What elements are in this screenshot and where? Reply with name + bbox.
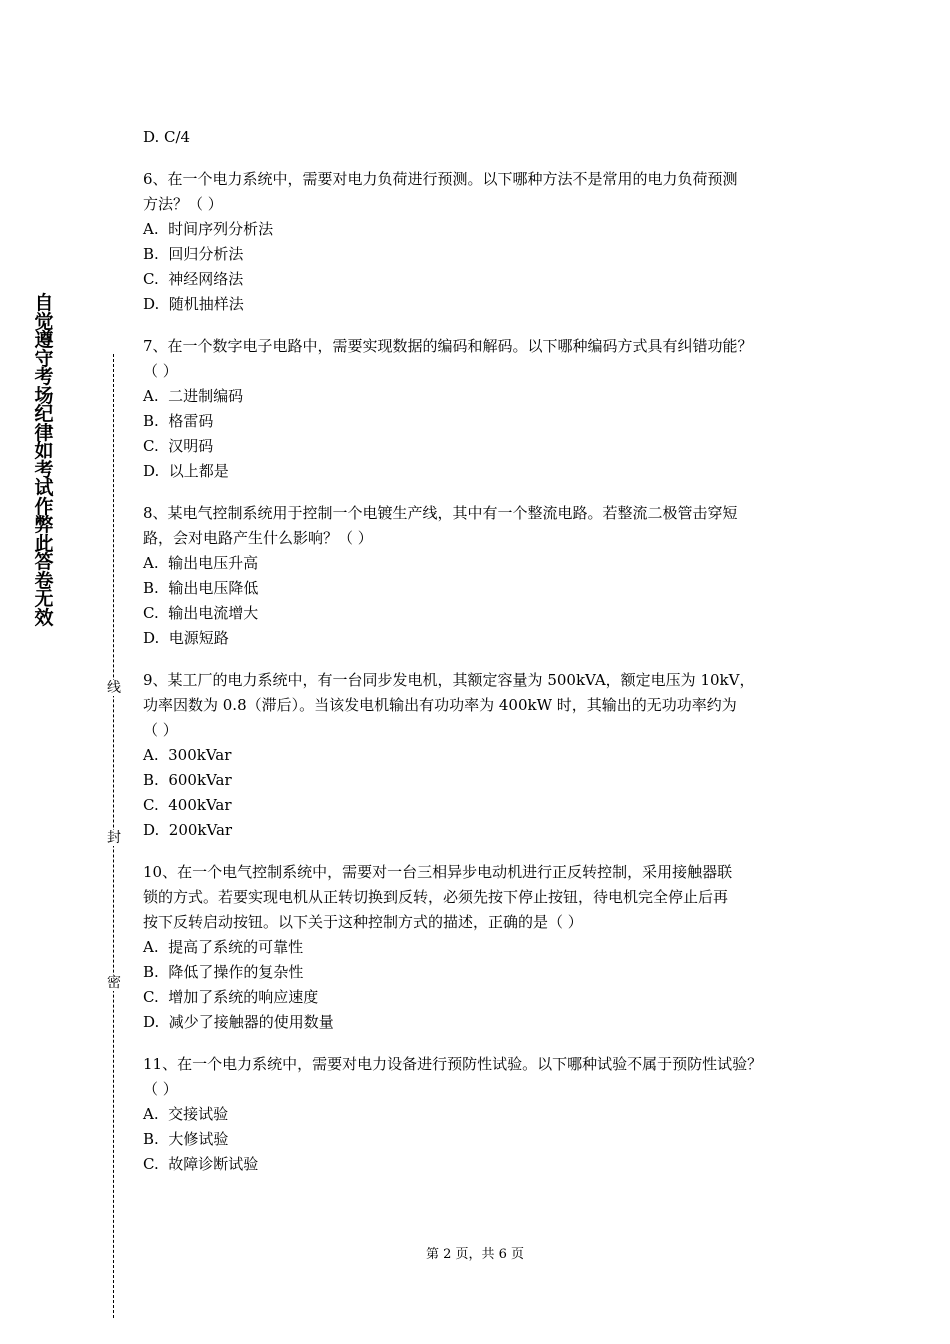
question-stem: 方法？（ ） [143,195,223,213]
question-stem: 按下反转启动按钮。以下关于这种控制方式的描述，正确的是（ ） [143,913,583,931]
question-stem: 10、在一个电气控制系统中，需要对一台三相异步电动机进行正反转控制，采用接触器联 [143,863,733,881]
question-10 [143,860,823,1035]
question-11 [143,1052,823,1177]
question-stem: 9、某工厂的电力系统中，有一台同步发电机，其额定容量为 500kVA，额定电压为 10kV， [143,671,755,689]
question-9 [143,668,823,843]
question-stem: 11、在一个电力系统中，需要对电力设备进行预防性试验。以下哪种试验不属于预防性试验？ [143,1055,763,1073]
option-a: A. 300kVar [143,746,232,764]
option-d: D. 以上都是 [143,462,229,480]
option-d: D. 200kVar [143,821,233,839]
option-d: D. 随机抽样法 [143,295,244,313]
question-7 [143,334,823,484]
option-c: C. 汉明码 [143,437,214,455]
option-b: B. 大修试验 [143,1130,229,1148]
option-c: C. 故障诊断试验 [143,1155,259,1173]
option-a: A. 交接试验 [143,1105,229,1123]
question-list [143,125,823,1177]
option-b: B. 回归分析法 [143,245,244,263]
seal-mark-line: 线 [107,680,121,696]
question-stem: （ ） [143,1080,178,1098]
option-a: A. 输出电压升高 [143,554,259,572]
question-stem: 7、在一个数字电子电路中，需要实现数据的编码和解码。以下哪种编码方式具有纠错功能？ [143,337,753,355]
option-a: A. 二进制编码 [143,387,244,405]
option-d: D. 减少了接触器的使用数量 [143,1013,334,1031]
exam-discipline-warning: 自觉遵守考场纪律如考试作弊此答卷无效 [34,292,54,629]
option-c: C. 输出电流增大 [143,604,259,622]
question-stem: （ ） [143,721,178,739]
option-c: C. 神经网络法 [143,270,244,288]
question-8 [143,501,823,651]
option-a: A. 提高了系统的可靠性 [143,938,304,956]
question-stem: 路，会对电路产生什么影响？（ ） [143,529,373,547]
question-6 [143,167,823,317]
option-b: B. 格雷码 [143,412,214,430]
option-c: C. 增加了系统的响应速度 [143,988,319,1006]
option-b: B. 600kVar [143,771,232,789]
question-stem: 8、某电气控制系统用于控制一个电镀生产线，其中有一个整流电路。若整流二极管击穿短 [143,504,738,522]
question-stem: 6、在一个电力系统中，需要对电力负荷进行预测。以下哪种方法不是常用的电力负荷预测 [143,170,738,188]
option-c: C. 400kVar [143,796,232,814]
option-b: B. 输出电压降低 [143,579,259,597]
option-b: B. 降低了操作的复杂性 [143,963,304,981]
page-number-footer: 第 2 页，共 6 页 [425,1247,525,1262]
option-d: D. 电源短路 [143,629,229,647]
seal-mark-seal: 封 [107,830,121,846]
previous-question-option-d: D. C/4 [143,128,191,146]
question-stem: （ ） [143,362,178,380]
question-stem: 功率因数为 0.8（滞后）。当该发电机输出有功功率为 400kW 时，其输出的无功功率约为 [143,696,737,714]
option-a: A. 时间序列分析法 [143,220,274,238]
question-stem: 锁的方式。若要实现电机从正转切换到反转，必须先按下停止按钮，待电机完全停止后再 [143,888,729,906]
seal-mark-secret: 密 [107,975,121,991]
